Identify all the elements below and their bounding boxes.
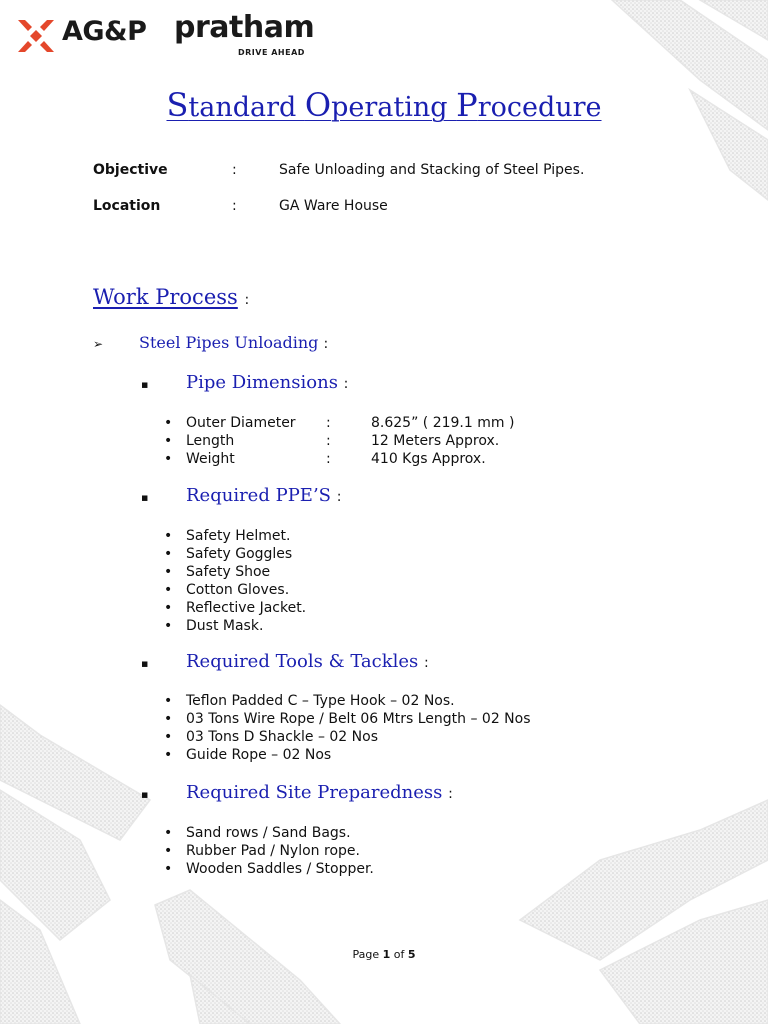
list-item: • 03 Tons D Shackle – 02 Nos [162,728,531,746]
meta-label: Location [93,198,161,214]
square-bullet-icon: ▪ [141,491,149,504]
square-bullet-icon: ▪ [141,378,149,391]
pipe-dimensions-title: Pipe Dimensions [186,372,338,393]
steel-pipes-title: Steel Pipes Unloading [139,333,319,352]
logo-name: pratham [174,10,315,45]
tools-title: Required Tools & Tackles [186,651,419,672]
logo-mark-icon [16,16,56,56]
list-item: • Rubber Pad / Nylon rope. [162,842,374,860]
list-item: • Safety Shoe [162,563,306,581]
company-logo [16,10,315,60]
site-colon: : [448,786,453,802]
title-rest-3: rocedure [477,92,602,123]
list-item [162,414,514,432]
meta-colon: : [232,198,237,214]
dimension-name: Length [186,433,235,449]
ppe-colon: : [336,489,342,505]
meta-value: GA Ware House [279,198,388,214]
dimension-colon: : [326,451,331,467]
dimension-colon: : [326,433,331,449]
tools-heading [186,651,429,672]
work-process-colon: : [244,292,250,308]
steel-pipes-heading [139,333,328,352]
work-process-heading [93,285,249,309]
title-rest-1: tandard [188,92,305,123]
tools-list [162,692,531,764]
work-process-title: Work Process [93,285,238,309]
page-word: Page [352,948,380,961]
meta-value: Safe Unloading and Stacking of Steel Pipes. [279,162,585,178]
list-item: • Guide Rope – 02 Nos [162,746,531,764]
list-item: • Reflective Jacket. [162,599,306,617]
title-cap-3: P [456,86,478,124]
square-bullet-icon: ▪ [141,788,149,801]
dimension-value: 410 Kgs Approx. [371,451,486,467]
arrow-bullet-icon: ➢ [93,337,104,351]
ppe-heading [186,485,341,506]
list-item: • Dust Mask. [162,617,306,635]
title-rest-2: perating [331,92,457,123]
site-list [162,824,374,878]
dimension-value: 8.625” ( 219.1 mm ) [371,415,515,431]
steel-pipes-colon: : [323,336,329,352]
square-bullet-icon: ▪ [141,657,149,670]
list-item: • 03 Tons Wire Rope / Belt 06 Mtrs Length – 02 Nos [162,710,531,728]
tools-colon: : [424,655,429,671]
page-number [0,948,768,961]
meta-colon: : [232,162,237,178]
of-word: of [393,948,405,961]
list-item: • Safety Helmet. [162,527,306,545]
pipe-dimensions-list [162,414,514,468]
list-item: • Sand rows / Sand Bags. [162,824,374,842]
dimension-colon: : [326,415,331,431]
total-pages: 5 [407,948,416,961]
title-cap-2: O [304,86,332,124]
list-item: • Safety Goggles [162,545,306,563]
ppe-title: Required PPE’S [186,485,331,506]
list-item: • Cotton Gloves. [162,581,306,599]
pipe-dimensions-colon: : [343,376,349,392]
logo-brand: AG&P [62,16,147,47]
site-heading [186,782,453,803]
title-cap-1: S [166,86,189,124]
ppe-list [162,527,306,635]
dimension-name: Outer Diameter [186,415,296,431]
list-item [162,432,514,450]
dimension-value: 12 Meters Approx. [371,433,500,449]
site-title: Required Site Preparedness [186,782,443,803]
document-title [0,86,768,124]
list-item: • Wooden Saddles / Stopper. [162,860,374,878]
current-page: 1 [382,948,391,961]
list-item [162,450,514,468]
logo-tagline: DRIVE AHEAD [238,48,305,57]
dimension-name: Weight [186,451,235,467]
list-item: • Teflon Padded C – Type Hook – 02 Nos. [162,692,531,710]
meta-label: Objective [93,162,168,178]
pipe-dimensions-heading [186,372,348,393]
